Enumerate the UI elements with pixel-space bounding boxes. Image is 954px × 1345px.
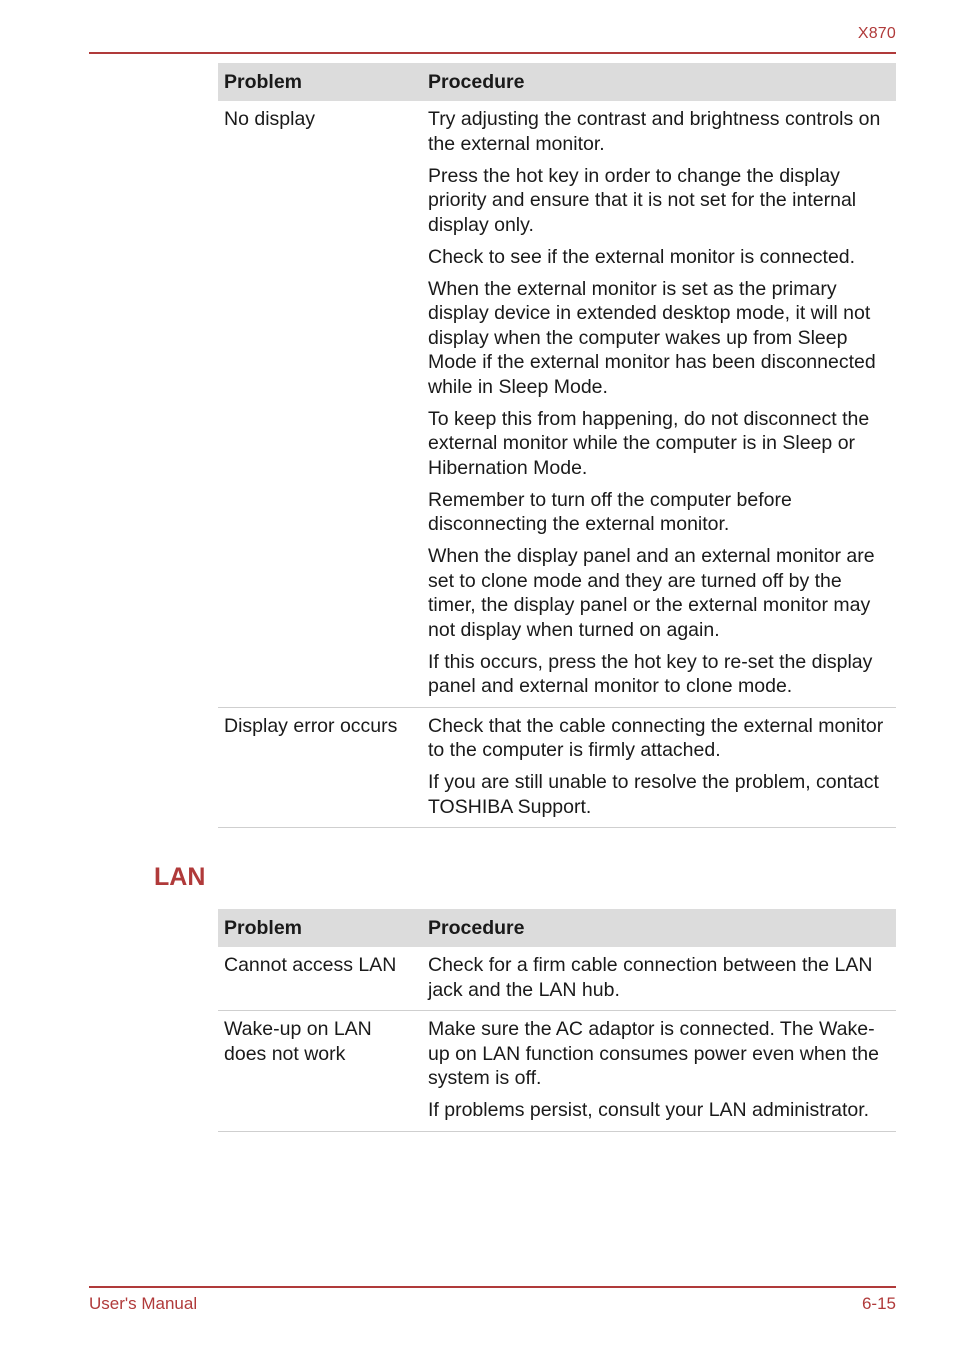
- procedure-cell: [422, 707, 896, 828]
- procedure-cell: [422, 1011, 896, 1132]
- procedure-cell: [422, 947, 896, 1011]
- procedure-paragraph: If this occurs, press the hot key to re-set the display panel and external monitor to clone mode.: [428, 650, 873, 697]
- procedure-paragraph: To keep this from happening, do not disconnect the external monitor while the computer is in Sleep or Hibernation Mode.: [428, 407, 870, 479]
- table-row: [218, 947, 896, 1011]
- lan-troubleshooting-table: [218, 909, 896, 1132]
- problem-cell: Wake-up on LAN does not work: [218, 1011, 422, 1132]
- footer-manual-title: User's Manual: [89, 1294, 198, 1313]
- column-header-problem: Problem: [218, 909, 422, 947]
- table-header-row: [218, 909, 896, 947]
- procedure-paragraph: When the display panel and an external monitor are set to clone mode and they are turned off by the timer, the display panel or the external monitor may not display when turned on again.: [428, 545, 875, 641]
- procedure-paragraph: Check for a firm cable connection between the LAN jack and the LAN hub.: [428, 954, 873, 1001]
- procedure-paragraph: Remember to turn off the computer before disconnecting the external monitor.: [428, 488, 792, 535]
- problem-cell: No display: [218, 101, 422, 707]
- display-troubleshooting-table: [218, 63, 896, 828]
- table-row: [218, 1011, 896, 1132]
- procedure-paragraph: Check to see if the external monitor is connected.: [428, 245, 856, 268]
- problem-cell: Display error occurs: [218, 707, 422, 828]
- column-header-procedure: Procedure: [422, 63, 896, 101]
- header-rule: [89, 52, 896, 54]
- problem-cell: Cannot access LAN: [218, 947, 422, 1011]
- section-heading-lan: LAN: [154, 863, 206, 891]
- procedure-cell: [422, 101, 896, 707]
- procedure-paragraph: If problems persist, consult your LAN administrator.: [428, 1099, 870, 1121]
- table-row: [218, 707, 896, 828]
- page-header-model: X870: [857, 25, 896, 42]
- procedure-paragraph: Check that the cable connecting the external monitor to the computer is firmly attached.: [428, 714, 884, 761]
- page-number: 6-15: [861, 1294, 896, 1313]
- procedure-paragraph: Press the hot key in order to change the display priority and ensure that it is not set for the internal display only.: [428, 164, 857, 236]
- procedure-paragraph: Make sure the AC adaptor is connected. The Wake-up on LAN function consumes power even when the system is off.: [428, 1018, 879, 1089]
- column-header-problem: Problem: [218, 63, 422, 101]
- footer-rule: [89, 1286, 896, 1288]
- table-row: [218, 101, 896, 707]
- procedure-paragraph: Try adjusting the contrast and brightness controls on the external monitor.: [428, 108, 881, 155]
- column-header-procedure: Procedure: [422, 909, 896, 947]
- procedure-paragraph: When the external monitor is set as the primary display device in extended desktop mode, it will not display when the computer wakes up from Sleep Mode if the external monitor has been disconnected while in Sleep Mode.: [428, 277, 876, 398]
- table-header-row: [218, 63, 896, 101]
- procedure-paragraph: If you are still unable to resolve the problem, contact TOSHIBA Support.: [428, 771, 879, 818]
